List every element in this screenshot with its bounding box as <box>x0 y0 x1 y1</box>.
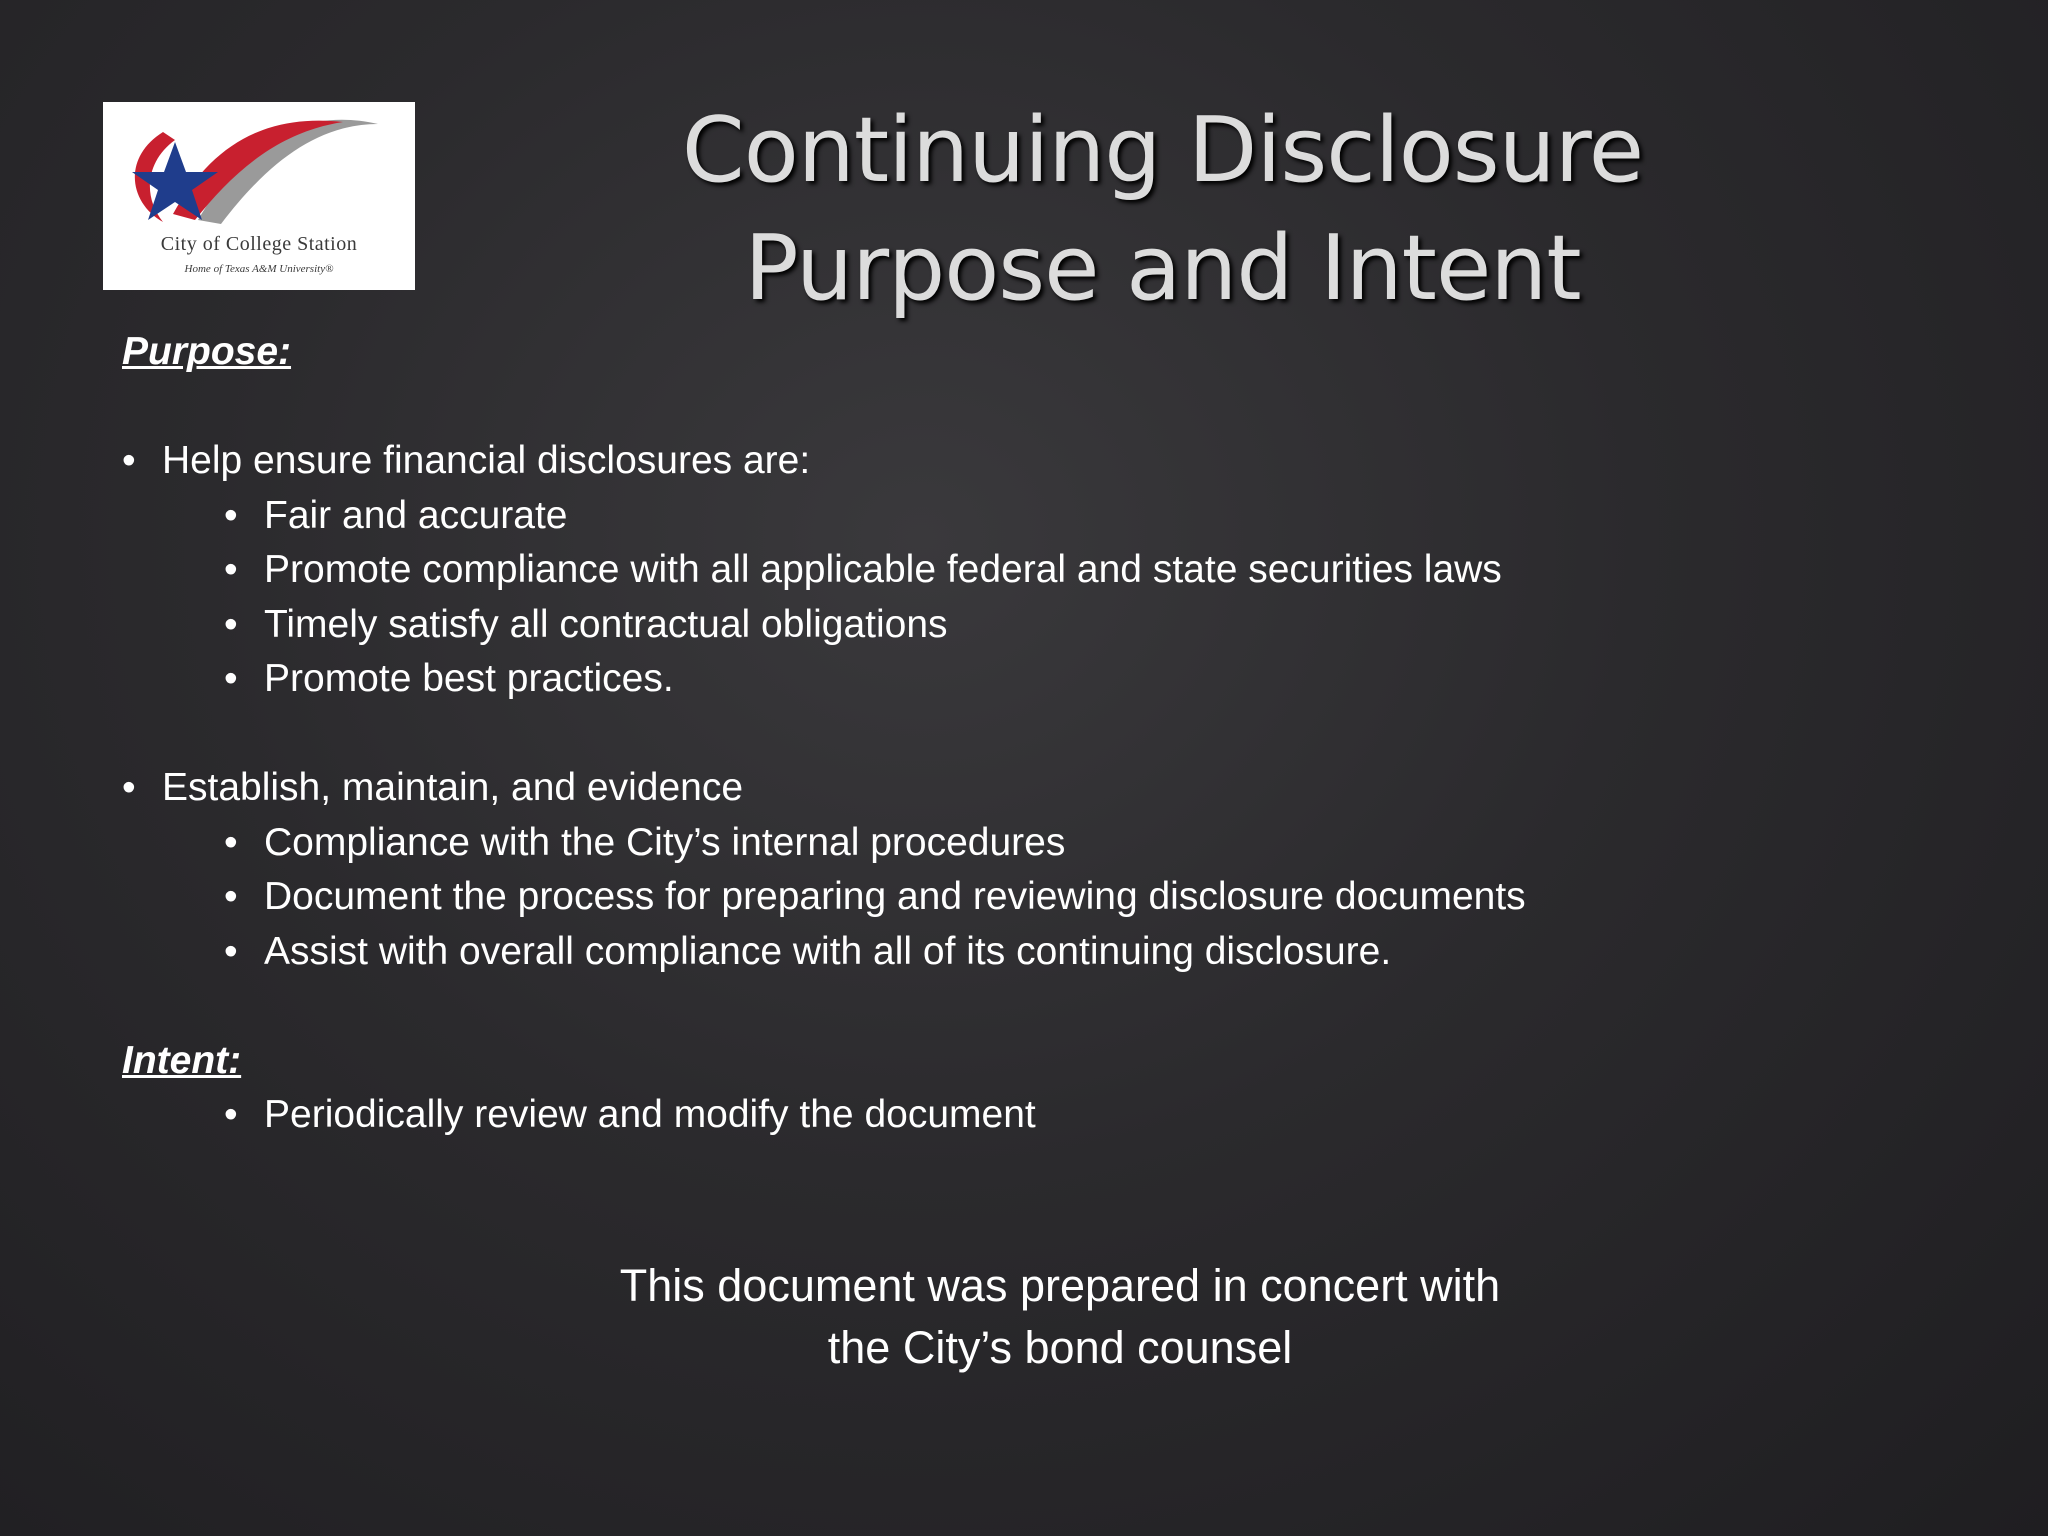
sub-bullet-text: Promote best practices. <box>264 657 674 700</box>
slide-title <box>540 92 1785 328</box>
logo-tagline: Home of Texas A&M University® <box>184 263 334 275</box>
bond-counsel-note <box>500 1255 1620 1379</box>
bullet-icon: • <box>224 820 238 864</box>
bullet-icon: • <box>224 493 238 537</box>
bullet-icon: • <box>122 766 136 809</box>
spacer <box>122 380 1822 435</box>
sub-bullet-text: Document the process for preparing and reviewing disclosure documents <box>264 875 1526 918</box>
intent-heading: Intent: <box>122 1038 242 1082</box>
sub-bullet-item <box>122 543 1822 598</box>
slide-body <box>122 325 1822 1143</box>
bullet-text: Establish, maintain, and evidence <box>162 766 744 809</box>
sub-bullet-item <box>122 925 1822 980</box>
bullet-icon: • <box>224 1093 238 1136</box>
sub-bullet-item <box>122 598 1822 653</box>
title-line-1: Continuing Disclosure <box>681 98 1644 203</box>
city-logo <box>103 102 415 290</box>
bullet-icon: • <box>122 439 136 482</box>
bullet-icon: • <box>224 548 238 591</box>
purpose-heading: Purpose: <box>122 330 292 373</box>
city-logo-emblem <box>103 102 415 290</box>
bullet-icon: • <box>224 929 238 973</box>
spacer <box>122 979 1822 1034</box>
logo-name: City of College Station <box>160 233 358 255</box>
sub-bullet-item <box>122 870 1822 925</box>
note-line-2: the City’s bond counsel <box>827 1322 1293 1373</box>
sub-bullet-text: Periodically review and modify the document <box>264 1093 1036 1136</box>
bullet-icon: • <box>224 657 238 700</box>
note-line-1: This document was prepared in concert with <box>619 1260 1501 1311</box>
sub-bullet-item <box>122 1088 1822 1143</box>
bullet-item <box>122 434 1822 489</box>
sub-bullet-text: Fair and accurate <box>264 493 568 537</box>
sub-bullet-text: Compliance with the City’s internal procedures <box>264 820 1066 864</box>
bullet-text: Help ensure financial disclosures are: <box>162 439 811 482</box>
sub-bullet-item <box>122 816 1822 871</box>
title-line-2: Purpose and Intent <box>744 216 1581 321</box>
bullet-item <box>122 761 1822 816</box>
sub-bullet-text: Timely satisfy all contractual obligations <box>264 602 948 646</box>
spacer <box>122 707 1822 762</box>
sub-bullet-text: Promote compliance with all applicable federal and state securities laws <box>264 548 1502 591</box>
bullet-icon: • <box>224 875 238 918</box>
sub-bullet-item <box>122 489 1822 544</box>
sub-bullet-text: Assist with overall compliance with all of its continuing disclosure. <box>264 929 1392 973</box>
sub-bullet-item <box>122 652 1822 707</box>
bullet-icon: • <box>224 602 238 646</box>
